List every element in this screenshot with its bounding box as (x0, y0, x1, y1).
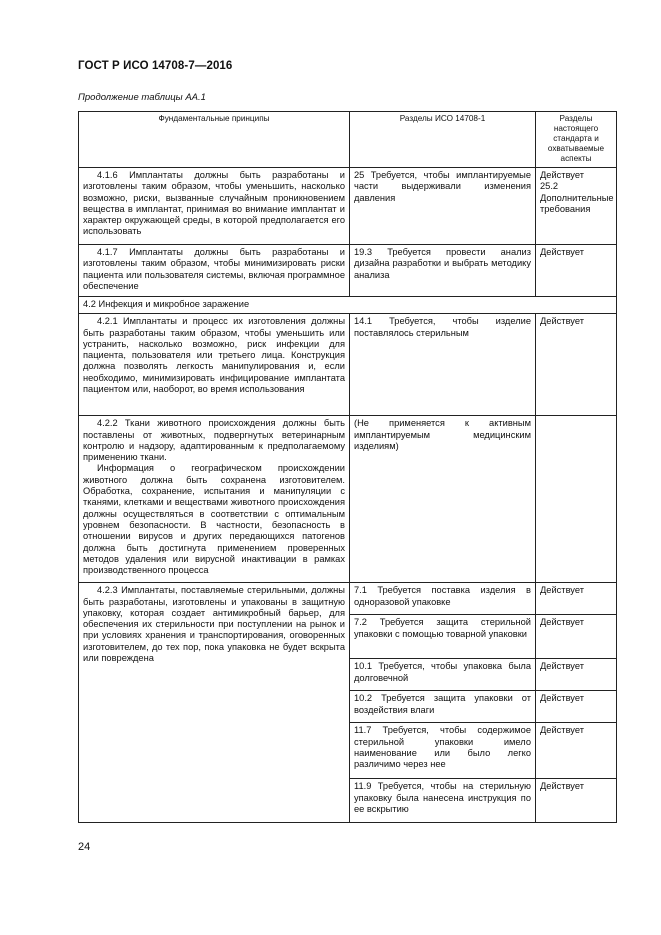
principle-cell (79, 416, 350, 583)
principle-text: 4.2.2 Ткани животного происхождения должны быть поставлены от животных, подвергнутых ветеринарным контролю и надзору, адаптированным к предполагаемому применению ткани. (83, 418, 345, 463)
iso-section-cell: (Не применяется к активным имплантируемым медицинским изделиям) (350, 416, 536, 583)
principle-cell (79, 168, 350, 245)
principle-cell (79, 314, 350, 416)
column-header-iso-sections: Разделы ИСО 14708-1 (350, 112, 536, 168)
status-cell (536, 168, 617, 245)
status-cell (536, 416, 617, 583)
iso-section-cell: 7.2 Требуется защита стерильной упаковки с помощью товарной упаковки (350, 615, 536, 659)
table-row (79, 314, 617, 416)
table-row (79, 416, 617, 583)
table-caption: Продолжение таблицы АА.1 (78, 92, 206, 103)
column-header-standard-sections: Разделы настоящего стандарта и охватываемые аспекты (536, 112, 617, 168)
principles-table (78, 111, 617, 823)
iso-section-cell: 10.2 Требуется защита упаковки от воздействия влаги (350, 691, 536, 723)
status-cell: Действует (536, 314, 617, 416)
table-row (79, 583, 617, 615)
status-cell: Действует (536, 779, 617, 823)
iso-section-cell: 25 Требуется, чтобы имплантируемые части выдерживали изменения давления (350, 168, 536, 245)
document-header: ГОСТ Р ИСО 14708-7—2016 (78, 60, 233, 72)
status-cell: Действует (536, 583, 617, 615)
principle-cell (79, 583, 350, 823)
status-cell: Действует (536, 691, 617, 723)
status-cell: Действует (536, 659, 617, 691)
iso-section-cell: 11.9 Требуется, чтобы на стерильную упаковку была нанесена инструкция по ее вскрытию (350, 779, 536, 823)
table-header-row (79, 112, 617, 168)
principle-text: 4.2.1 Имплантаты и процесс их изготовления должны быть разработаны таким образом, чтобы уменьшить или устранить, насколько возможно, риск инфекции для пациента, пользователя или третьего лица. Конструкция должна позволять легкость манипулирования и, если необходимо, минимизировать инфицирование имплантата пациентом или, наоборот, во время использования (83, 316, 345, 395)
principle-text: Информация о географическом происхождении животного должна быть сохранена изготовителем. Обработка, сохранение, испытания и манипуляции с тканями, клетками и веществами животного происхождения должны осуществляться в соответствии с оптимальным уровнем безопасности. В частности, безопасность в отношении вирусов и других передающихся патогенов должна быть достигнута применением проверенных методов удаления или вирусной инактивации в рамках производственного процесса (83, 463, 345, 576)
iso-section-cell: 11.7 Требуется, чтобы содержимое стерильной упаковки имело наименование или было легко различимо через нее (350, 723, 536, 779)
iso-section-cell: 10.1 Требуется, чтобы упаковка была долговечной (350, 659, 536, 691)
principle-text: 4.2.3 Имплантаты, поставляемые стерильными, должны быть разработаны, изготовлены и упакованы в защитную упаковку, которая создает антимикробный барьер, для обеспечения их стерильности при поступлении на рынок и при условиях хранения и транспортирования, оговоренных изготовителем, до тех пор, пока упаковка не будет вскрыта или повреждена (83, 585, 345, 664)
column-header-principles: Фундаментальные принципы (79, 112, 350, 168)
principle-cell (79, 245, 350, 297)
subsection-text: 25.2 Дополнительные требования (540, 181, 614, 214)
iso-section-cell: 7.1 Требуется поставка изделия в одноразовой упаковке (350, 583, 536, 615)
status-cell: Действует (536, 245, 617, 297)
status-cell: Действует (536, 615, 617, 659)
status-text: Действует (540, 170, 584, 180)
page-number: 24 (78, 841, 91, 853)
table-row (79, 168, 617, 245)
table-row (79, 245, 617, 297)
section-heading-row (79, 297, 617, 314)
section-heading: 4.2 Инфекция и микробное заражение (79, 297, 617, 314)
principle-text: 4.1.7 Имплантаты должны быть разработаны и изготовлены таким образом, чтобы минимизировать риски пациента или пользователя системы, включая программное обеспечение (83, 247, 345, 291)
iso-section-cell: 14.1 Требуется, чтобы изделие поставлялось стерильным (350, 314, 536, 416)
iso-section-cell: 19.3 Требуется провести анализ дизайна разработки и выбрать методику анализа (350, 245, 536, 297)
status-cell: Действует (536, 723, 617, 779)
principle-text: 4.1.6 Имплантаты должны быть разработаны и изготовлены таким образом, чтобы уменьшить, насколько возможно, риски, вызванные случайным проникновением вещества в имплантат, принимая во внимание имплантат и характер окружающей среды, в которой предполагается его использовать (83, 170, 345, 237)
